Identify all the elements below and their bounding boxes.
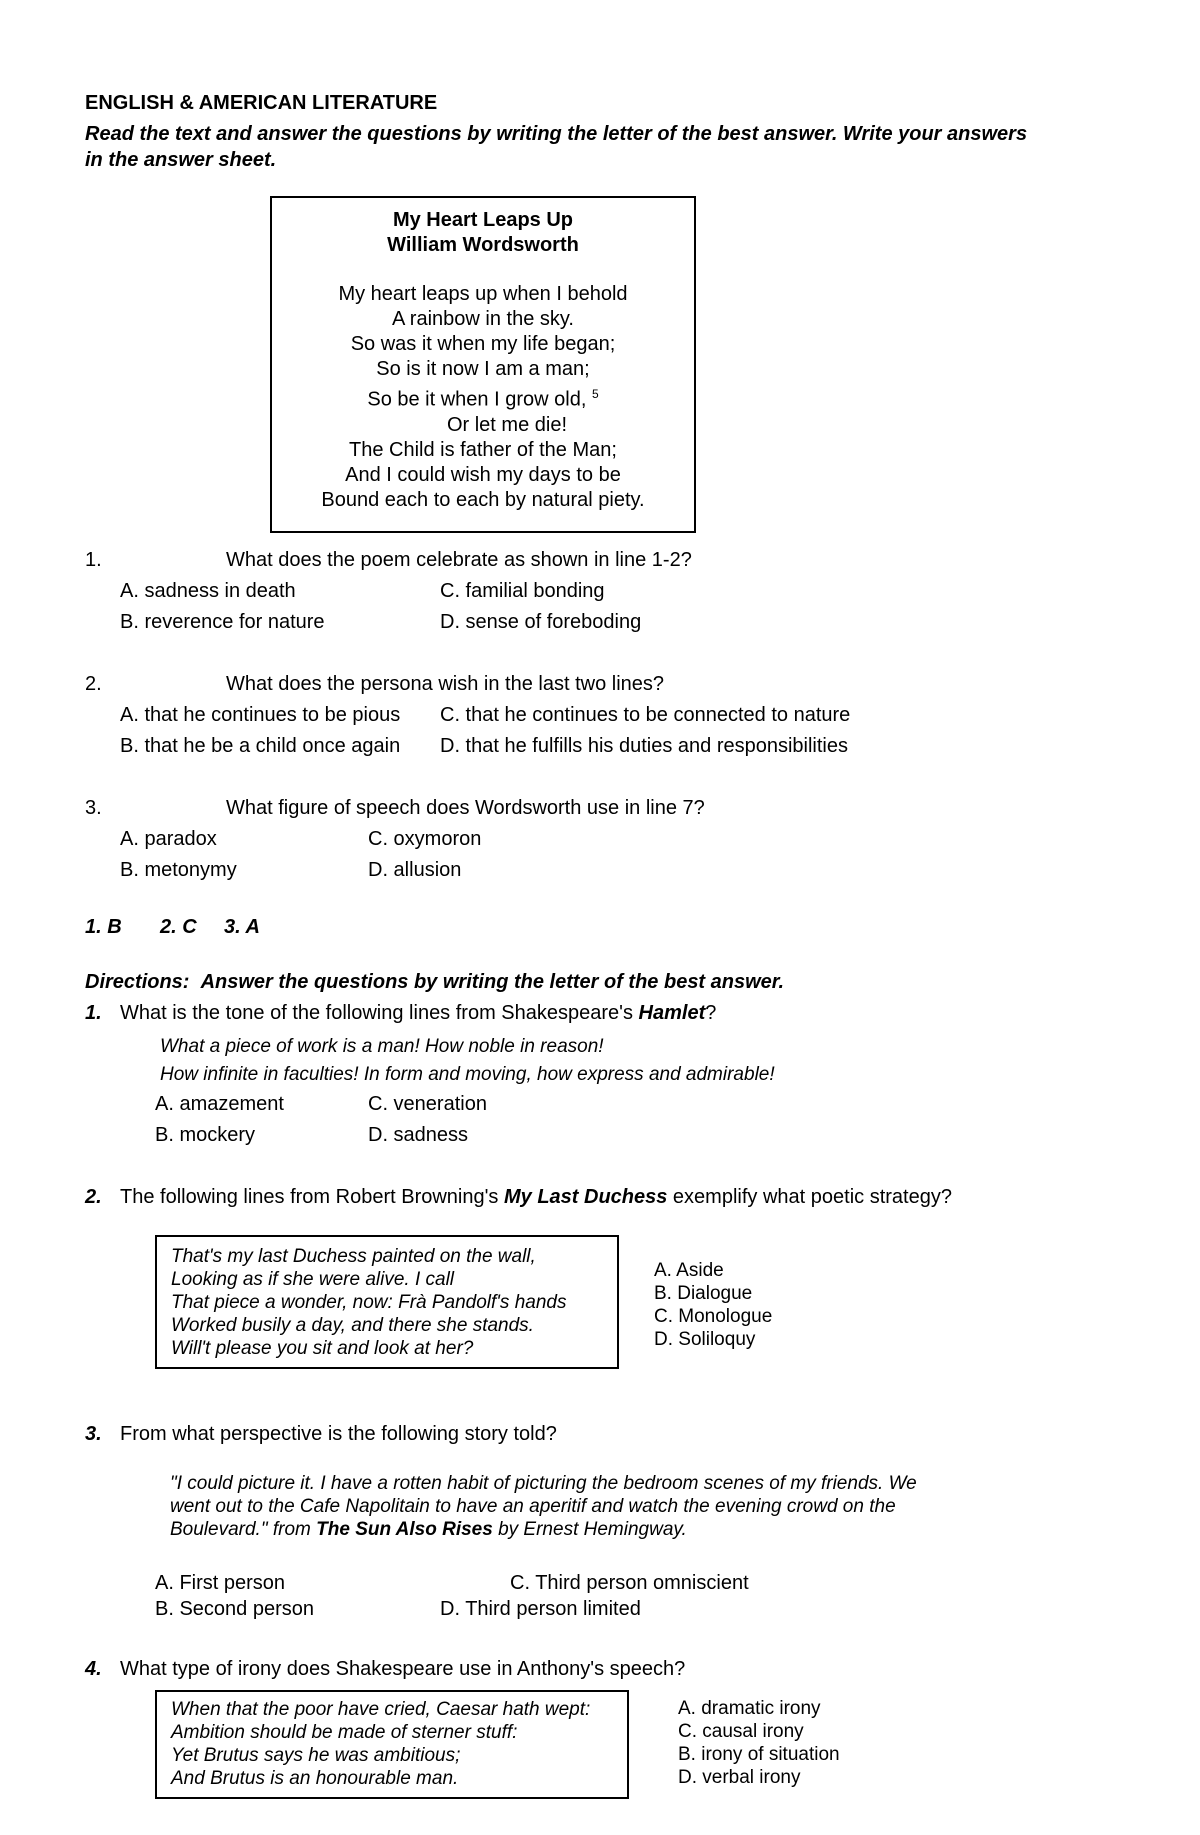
directions-text: Answer the questions by writing the letter of the best answer. [200,971,785,993]
answer-key-2: 2. C [160,916,197,938]
poem-line-5: So be it when I grow old, $^5$ [367,387,599,411]
option-d: D. sense of foreboding [440,611,642,633]
option-c: C. oxymoron [368,828,482,850]
poem-line: A rainbow in the sky. [392,308,574,330]
option-b: B. Dialogue [654,1283,753,1304]
question-number: 3. [85,797,102,819]
line-number-marker: 5 [591,387,599,401]
answer-key-3: 3. A [224,916,260,938]
quote-line: What a piece of work is a man! How noble in reason! [160,1036,604,1057]
quote-line: "I could picture it. I have a rotten habit of picturing the bedroom scenes of my friends. We [170,1473,917,1494]
option-c: C. veneration [368,1093,487,1115]
option-b: B. mockery [155,1124,256,1146]
option-c: C. that he continues to be connected to nature [440,704,851,726]
option-a: A. Aside [654,1260,724,1281]
question-text: What does the poem celebrate as shown in line 1-2? [226,549,692,571]
options-list [678,1697,840,1789]
question-text: The following lines from Robert Browning's My Last Duchess exemplify what poetic strategy? [120,1186,952,1208]
poem-line: So is it now I am a man; [376,358,590,380]
work-title: My Last Duchess [503,1186,668,1208]
quote-box [155,1235,619,1369]
directions [85,971,784,994]
option-a: A. amazement [155,1093,284,1115]
option-b: B. reverence for nature [120,611,325,633]
poem-author: William Wordsworth [387,234,579,256]
answer-key-1: 1. B [85,916,122,938]
option-a: A. that he continues to be pious [120,704,401,726]
question-text: From what perspective is the following story told? [120,1423,557,1445]
question-text: What is the tone of the following lines from Shakespeare's Hamlet? [120,1002,717,1024]
option-b: B. irony of situation [678,1744,840,1765]
instructions-line-2: in the answer sheet. [85,149,277,171]
option-d: D. Third person limited [440,1598,641,1620]
question-number: 3. [85,1423,102,1445]
option-d: D. Soliloquy [654,1329,756,1350]
quote-line: How infinite in faculties! In form and moving, how express and admirable! [160,1064,775,1085]
quote-line: Yet Brutus says he was ambitious; [171,1745,461,1766]
option-d: D. sadness [368,1124,469,1146]
question-number: 4. [85,1658,102,1680]
quote-line: Will't please you sit and look at her? [171,1338,474,1359]
option-a: A. sadness in death [120,580,296,602]
poem-line: Bound each to each by natural piety. [321,488,645,511]
quote-line: went out to the Cafe Napolitain to have an aperitif and watch the evening crowd on the [170,1496,896,1517]
quote-line: Ambition should be made of sterner stuff: [171,1722,518,1743]
quote-line: Worked busily a day, and there she stands. [171,1315,534,1336]
work-title: The Sun Also Rises [316,1519,493,1540]
work-title: Hamlet [638,1002,706,1024]
quote-line: And Brutus is an honourable man. [171,1768,459,1789]
option-b: B. that he be a child once again [120,735,401,757]
options-list [654,1259,772,1351]
option-c: C. familial bonding [440,580,605,602]
poem-box [270,196,696,533]
poem-line: My heart leaps up when I behold [338,283,628,305]
option-c: C. Monologue [654,1306,773,1327]
quote-line: When that the poor have cried, Caesar hath wept: [171,1699,591,1720]
question-number: 2. [85,673,102,695]
question-number: 1. [85,549,102,571]
quote-line: Looking as if she were alive. I call [171,1269,455,1290]
quote-line: That's my last Duchess painted on the wall, [171,1246,536,1267]
option-c: C. causal irony [678,1721,804,1742]
quote-line: Boulevard." from The Sun Also Rises by Ernest Hemingway. [170,1519,687,1540]
option-d: D. that he fulfills his duties and responsibilities [440,735,848,757]
poem-line: And I could wish my days to be [345,463,621,486]
option-b: B. metonymy [120,859,237,881]
poem-line: The Child is father of the Man; [349,438,617,461]
poem-line: So was it when my life began; [350,333,616,355]
instructions-line-1: Read the text and answer the questions by writing the letter of the best answer. Write your answers [85,123,1028,145]
poem-title: My Heart Leaps Up [392,209,574,231]
question-number: 2. [85,1186,102,1208]
poem-line: Or let me die! [446,413,568,436]
directions-label: Directions: [85,971,190,993]
quote-line: That piece a wonder, now: Frà Pandolf's hands [171,1292,567,1313]
quote-box [155,1690,629,1799]
question-number: 1. [85,1002,102,1024]
option-a: A. dramatic irony [678,1698,821,1719]
option-b: B. Second person [155,1598,314,1620]
question-text: What type of irony does Shakespeare use in Anthony's speech? [120,1658,686,1680]
option-d: D. allusion [368,859,462,881]
question-text: What figure of speech does Wordsworth use in line 7? [226,797,705,819]
option-c: C. Third person omniscient [510,1572,749,1594]
option-d: D. verbal irony [678,1767,801,1788]
page-title: ENGLISH & AMERICAN LITERATURE [85,92,438,114]
option-a: A. paradox [120,828,217,850]
option-a: A. First person [155,1572,286,1594]
question-text: What does the persona wish in the last two lines? [226,673,665,695]
